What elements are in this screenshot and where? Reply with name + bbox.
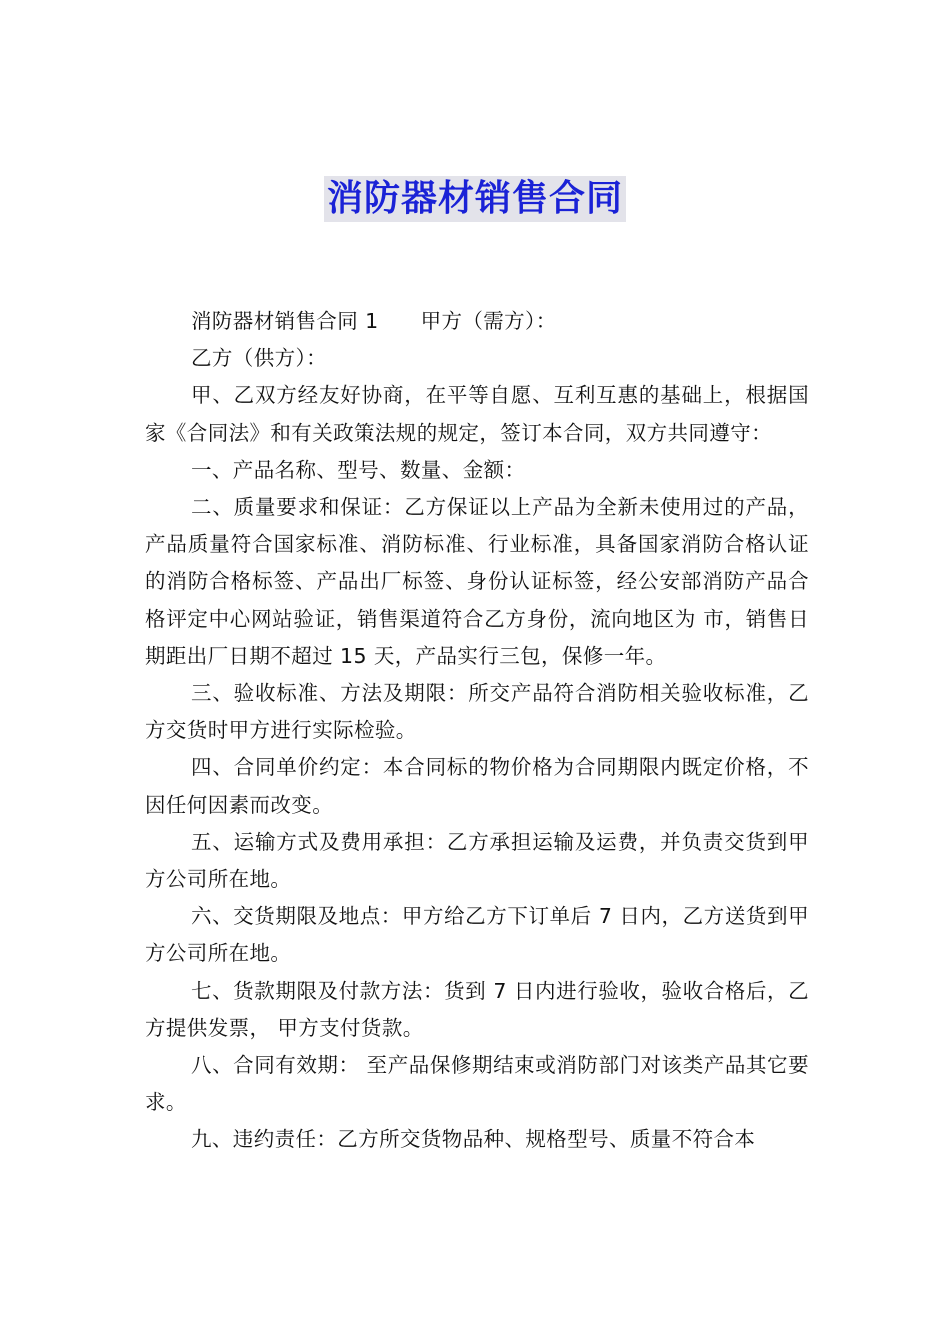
paragraph-clause-8: 八、合同有效期： 至产品保修期结束或消防部门对该类产品其它要求。 [145,1053,809,1115]
paragraph-clause-1: 一、产品名称、型号、数量、金额： [191,457,526,482]
document-body [145,303,809,1159]
paragraph-clause-2: 二、质量要求和保证：乙方保证以上产品为全新未使用过的产品，产品质量符合国家标准、消防标准、行业标准，具备国家消防合格认证的消防合格标签、产品出厂标签、身份认证标签，经公安部消防产品合格评定中心网站验证，销售渠道符合乙方身份，流向地区为 市，销售日期距出厂日期不超过 15 天，产品实行三包，保修一年。 [145,495,809,668]
paragraph-party-b: 乙方（供方）： [191,346,328,371]
paragraph-preamble: 甲、乙双方经友好协商，在平等自愿、互利互惠的基础上，根据国家《合同法》和有关政策法规的规定，签订本合同，双方共同遵守： [145,383,809,445]
title-container [0,176,950,222]
paragraph-clause-3: 三、验收标准、方法及期限：所交产品符合消防相关验收标准，乙方交货时甲方进行实际检验。 [145,681,809,743]
paragraph-clause-7: 七、货款期限及付款方法：货到 7 日内进行验收，验收合格后，乙方提供发票， 甲方支付货款。 [145,978,809,1040]
paragraph-clause-9: 九、违约责任：乙方所交货物品种、规格型号、质量不符合本 [191,1127,756,1152]
paragraph-clause-6: 六、交货期限及地点：甲方给乙方下订单后 7 日内，乙方送货到甲方公司所在地。 [145,904,809,966]
heading-line [145,303,809,340]
paragraph-clause-4: 四、合同单价约定：本合同标的物价格为合同期限内既定价格，不因任何因素而改变。 [145,755,809,817]
party-a-label: 甲方（需方）： [420,309,557,333]
document-title: 消防器材销售合同 [324,176,626,222]
paragraph-clause-5: 五、运输方式及费用承担：乙方承担运输及运费，并负责交货到甲方公司所在地。 [145,829,809,892]
contract-name-line: 消防器材销售合同 1 [191,309,379,333]
